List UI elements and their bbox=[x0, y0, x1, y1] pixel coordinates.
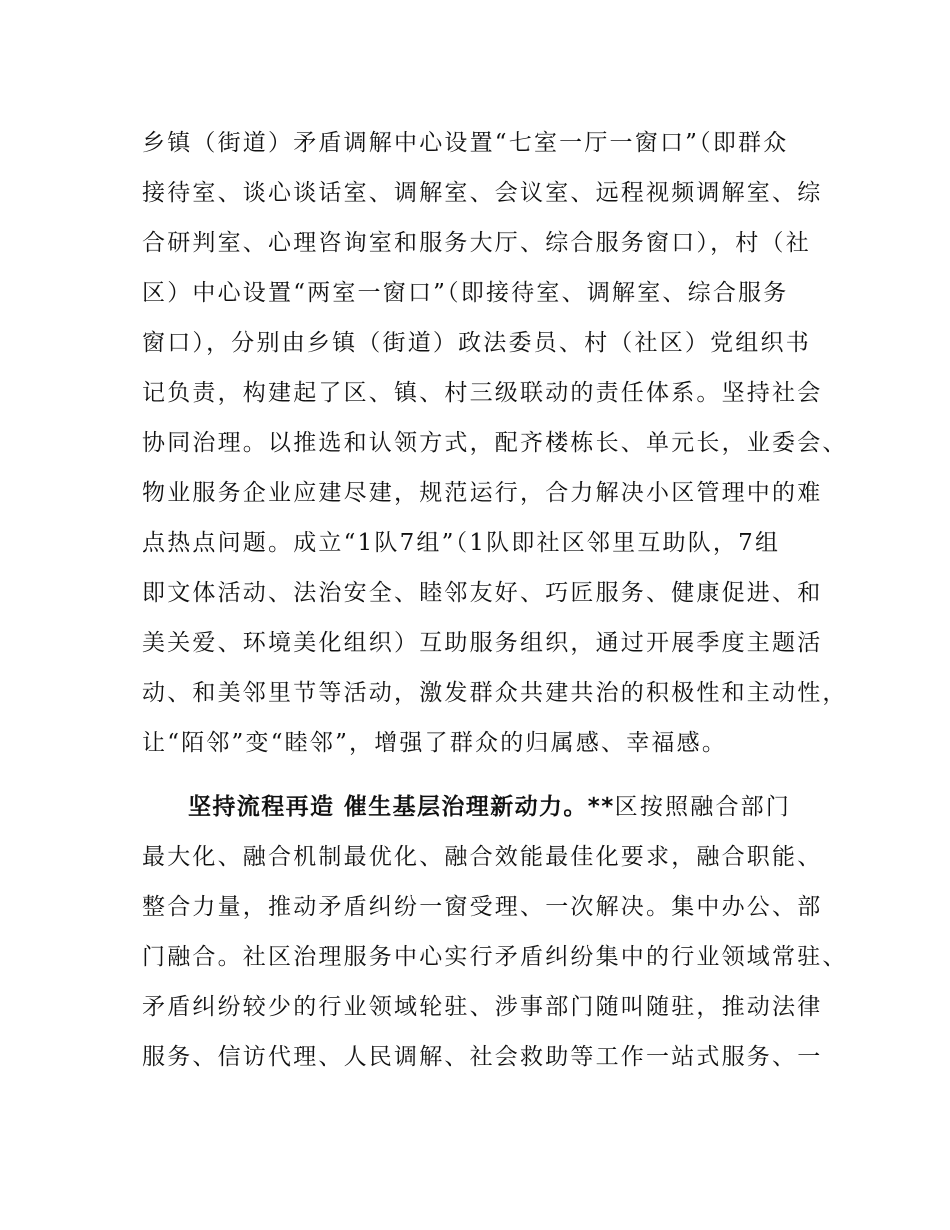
paragraph-1-line-2: 接待室、谈心谈话室、调解室、会议室、远程视频调解室、综 bbox=[142, 180, 823, 206]
paragraph-2-line-3: 整合力量，推动矛盾纠纷一窗受理、一次解决。集中办公、部 bbox=[142, 894, 823, 920]
paragraph-1-line-1: 乡镇（街道）矛盾调解中心设置“七室一厅一窗口”（即群众 bbox=[142, 130, 789, 156]
paragraph-2-line-6: 服务、信访代理、人民调解、社会救助等工作一站式服务、一 bbox=[142, 1044, 823, 1070]
paragraph-1-line-6: 记负责，构建起了区、镇、村三级联动的责任体系。坚持社会 bbox=[142, 380, 823, 406]
paragraph-2-first-line-text: 区按照融合部门 bbox=[614, 794, 792, 820]
paragraph-2-first-line bbox=[188, 792, 791, 822]
paragraph-2-line-5: 矛盾纠纷较少的行业领域轮驻、涉事部门随叫随驻，推动法律 bbox=[142, 994, 823, 1020]
paragraph-1-line-12: 动、和美邻里节等活动，激发群众共建共治的积极性和主动性， bbox=[142, 680, 848, 706]
section-heading: 坚持流程再造 催生基层治理新动力。** bbox=[188, 794, 615, 820]
paragraph-1-line-11: 美关爱、环境美化组织）互助服务组织，通过开展季度主题活 bbox=[142, 630, 823, 656]
paragraph-1-line-3: 合研判室、心理咨询室和服务大厅、综合服务窗口），村（社 bbox=[142, 230, 811, 256]
paragraph-1-line-4: 区）中心设置“两室一窗口”（即接待室、调解室、综合服务 bbox=[142, 280, 789, 306]
paragraph-1-line-8: 物业服务企业应建尽建，规范运行，合力解决小区管理中的难 bbox=[142, 480, 823, 506]
paragraph-2-line-4: 门融合。社区治理服务中心实行矛盾纠纷集中的行业领域常驻、 bbox=[142, 944, 848, 970]
paragraph-1-line-7: 协同治理。以推选和认领方式，配齐楼栋长、单元长，业委会、 bbox=[142, 430, 848, 456]
paragraph-1-line-10: 即文体活动、法治安全、睦邻友好、巧匠服务、健康促进、和 bbox=[142, 580, 823, 606]
paragraph-1-line-5: 窗口），分别由乡镇（街道）政法委员、村（社区）党组织书 bbox=[142, 330, 811, 356]
paragraph-2-line-2: 最大化、融合机制最优化、融合效能最佳化要求，融合职能、 bbox=[142, 844, 823, 870]
paragraph-1-line-9: 点热点问题。成立“1队7组”（1队即社区邻里互助队，7组 bbox=[142, 530, 781, 556]
paragraph-1-line-13: 让“陌邻”变“睦邻”，增强了群众的归属感、幸福感。 bbox=[142, 730, 728, 756]
